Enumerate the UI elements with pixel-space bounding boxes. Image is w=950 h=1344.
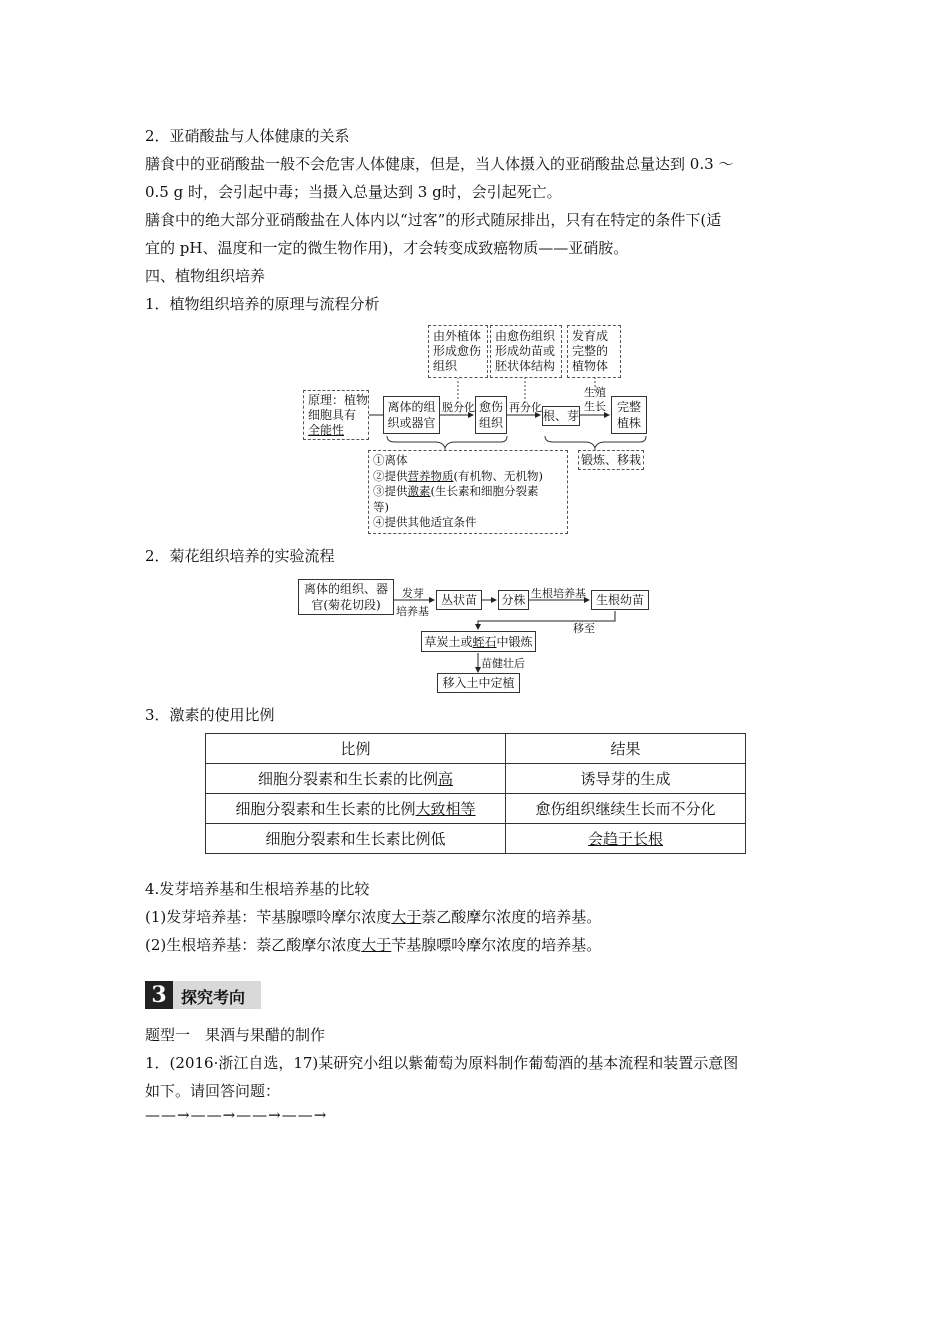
box-text: 愈伤	[478, 400, 503, 414]
table-header-row	[206, 734, 746, 764]
box-text: 离体的组织、器	[303, 582, 388, 596]
condition-text: 等)	[373, 499, 389, 514]
tissue-culture-principle-diagram	[295, 320, 655, 535]
cluster-seedling-box	[436, 590, 482, 610]
cell-text: 愈伤组织继续生长而不分化	[535, 800, 716, 818]
rooted-seedling-box	[591, 590, 649, 610]
box-text: 移入土中定植	[442, 676, 515, 690]
table-cell	[206, 794, 506, 824]
chrysanthemum-flow-diagram	[295, 575, 655, 695]
flow-arrows: ——→——→——→——→	[145, 1106, 328, 1124]
root-bud-box	[542, 406, 580, 426]
note-text: 发育成	[572, 329, 609, 343]
paragraph-line: 膳食中的绝大部分亚硝酸盐在人体内以“过客”的形式随尿排出，只有在特定的条件下(适	[145, 211, 722, 229]
key-term: 大于	[361, 936, 392, 954]
hormone-ratio-table	[205, 733, 746, 854]
box-text: 蛭石	[472, 634, 497, 649]
table-cell	[506, 764, 746, 794]
cell-key: 会趋于长根	[587, 830, 663, 848]
note-text: 组织	[433, 359, 458, 373]
note-text: 植物体	[572, 359, 609, 373]
question-line: 如下。请回答问题：	[145, 1082, 281, 1100]
transplant-text: 锻炼、移栽	[580, 453, 641, 467]
note-box-seedling-formation	[490, 325, 562, 378]
box-text: 草炭土或	[424, 634, 473, 649]
arrow-label-move: 移至	[573, 622, 595, 635]
section-4-title: 四、植物组织培养	[145, 267, 266, 285]
cell-key: 大致相等	[415, 800, 476, 818]
box-text: 中锻炼	[496, 634, 533, 649]
whole-plant-box	[611, 396, 647, 434]
cell-text: 细胞分裂素和生长素比例低	[265, 830, 446, 848]
isolated-tissue-box	[383, 396, 440, 434]
subsection-1-title: 1．植物组织培养的原理与流程分析	[145, 295, 380, 313]
table-cell	[206, 764, 506, 794]
condition-key: 营养物质	[407, 468, 454, 483]
box-text: 官(菊花切段)	[311, 598, 381, 612]
text-span: 苄基腺嘌呤摩尔浓度的培养基。	[391, 936, 602, 954]
arrow-label-bud-medium: 发芽	[402, 587, 424, 600]
cell-text: 诱导芽的生成	[580, 770, 671, 788]
table-cell	[506, 794, 746, 824]
table-header: 结果	[506, 734, 746, 764]
paragraph-line: 0.5 g 时，会引起中毒；当摄入总量达到 3 g时，会引起死亡。	[145, 183, 562, 201]
cell-text: 细胞分裂素和生长素的比例	[257, 770, 438, 788]
box-text: 生根幼苗	[595, 593, 644, 607]
planting-box	[437, 673, 520, 693]
box-text: 分株	[501, 593, 526, 607]
callus-box	[475, 396, 507, 434]
box-text: 植株	[616, 416, 641, 430]
note-text: 由愈伤组织	[495, 329, 556, 343]
cell-text: 细胞分裂素和生长素的比例	[235, 800, 416, 818]
division-box	[498, 590, 529, 610]
hardening-box	[421, 631, 536, 652]
paragraph-line: 宜的 pH、温度和一定的微生物作用)，才会转变成致癌物质——亚硝胺。	[145, 239, 629, 257]
isolated-chrysanthemum-box	[298, 579, 394, 615]
arrow-label-bud-medium: 培养基	[396, 605, 429, 618]
condition-item: ①离体	[373, 453, 408, 467]
arrow-label-root-medium: 生根培养基	[531, 587, 586, 600]
table-header: 比例	[206, 734, 506, 764]
section-2-title: 2．亚硝酸盐与人体健康的关系	[145, 127, 350, 145]
section-number: 3	[145, 981, 173, 1009]
text-span: (1)发芽培养基：苄基腺嘌呤摩尔浓度	[145, 908, 392, 926]
table-row	[206, 764, 746, 794]
condition-item	[373, 484, 567, 500]
condition-text: ③提供	[373, 484, 408, 498]
arrow-label-dedifferentiation: 脱分化	[442, 401, 475, 414]
note-text: 形成愈伤	[433, 344, 482, 358]
principle-text: 原理：植物	[308, 393, 369, 407]
box-text: 丛状苗	[440, 593, 477, 607]
paragraph-line: 膳食中的亚硝酸盐一般不会危害人体健康，但是，当人体摄入的亚硝酸盐总量达到 0.3 ～	[145, 155, 734, 173]
table-row	[206, 824, 746, 854]
arrow-label-text: 生长	[584, 400, 606, 413]
table-cell	[206, 824, 506, 854]
note-box-callus-formation	[428, 325, 488, 378]
subsection-4-title: 4.发芽培养基和生根培养基的比较	[145, 880, 370, 898]
box-text: 根、芽	[543, 409, 580, 423]
principle-box	[303, 390, 369, 440]
table-row	[206, 794, 746, 824]
note-box-plant-development	[567, 325, 621, 378]
condition-text: ②提供	[373, 468, 408, 483]
note-text: 由外植体	[433, 329, 482, 343]
conditions-box	[368, 450, 568, 534]
note-text: 完整的	[572, 344, 609, 358]
transplant-box	[578, 450, 644, 470]
arrow-label-text: 生殖	[584, 386, 606, 399]
subsection-2-title: 2．菊花组织培养的实验流程	[145, 547, 335, 565]
section-heading-badge	[145, 981, 261, 1009]
table-cell	[506, 824, 746, 854]
condition-text: (生长素和细胞分裂素	[430, 484, 539, 498]
paragraph-line	[145, 906, 601, 927]
text-span: (2)生根培养基：萘乙酸摩尔浓度	[145, 936, 362, 954]
section-title: 探究考向	[181, 988, 246, 1007]
cell-key: 高	[438, 770, 454, 788]
arrow-label-growth	[584, 386, 606, 414]
key-term: 大于	[391, 908, 422, 926]
condition-text: (有机物、无机物)	[453, 468, 543, 483]
box-text: 完整	[616, 400, 641, 414]
condition-item: ④提供其他适宜条件	[373, 515, 477, 529]
condition-item	[373, 469, 567, 485]
condition-key: 激素	[407, 484, 431, 498]
principle-text: 细胞具有	[308, 408, 357, 422]
principle-text: 全能性	[308, 423, 345, 437]
question-line: 1．(2016·浙江自选，17)某研究小组以紫葡萄为原料制作葡萄酒的基本流程和装置示意图	[145, 1054, 739, 1072]
text-span: 萘乙酸摩尔浓度的培养基。	[421, 908, 602, 926]
box-text: 离体的组	[387, 400, 436, 414]
arrow-label-strong: 苗健壮后	[481, 657, 525, 670]
paragraph-line	[145, 934, 601, 955]
note-text: 形成幼苗或	[495, 344, 556, 358]
box-text: 组织	[478, 416, 503, 430]
question-type-title: 题型一 果酒与果醋的制作	[145, 1026, 326, 1044]
subsection-3-title: 3．激素的使用比例	[145, 706, 275, 724]
box-text: 织或器官	[387, 416, 436, 430]
arrow-label-redifferentiation: 再分化	[509, 401, 542, 414]
note-text: 胚状体结构	[495, 359, 556, 373]
